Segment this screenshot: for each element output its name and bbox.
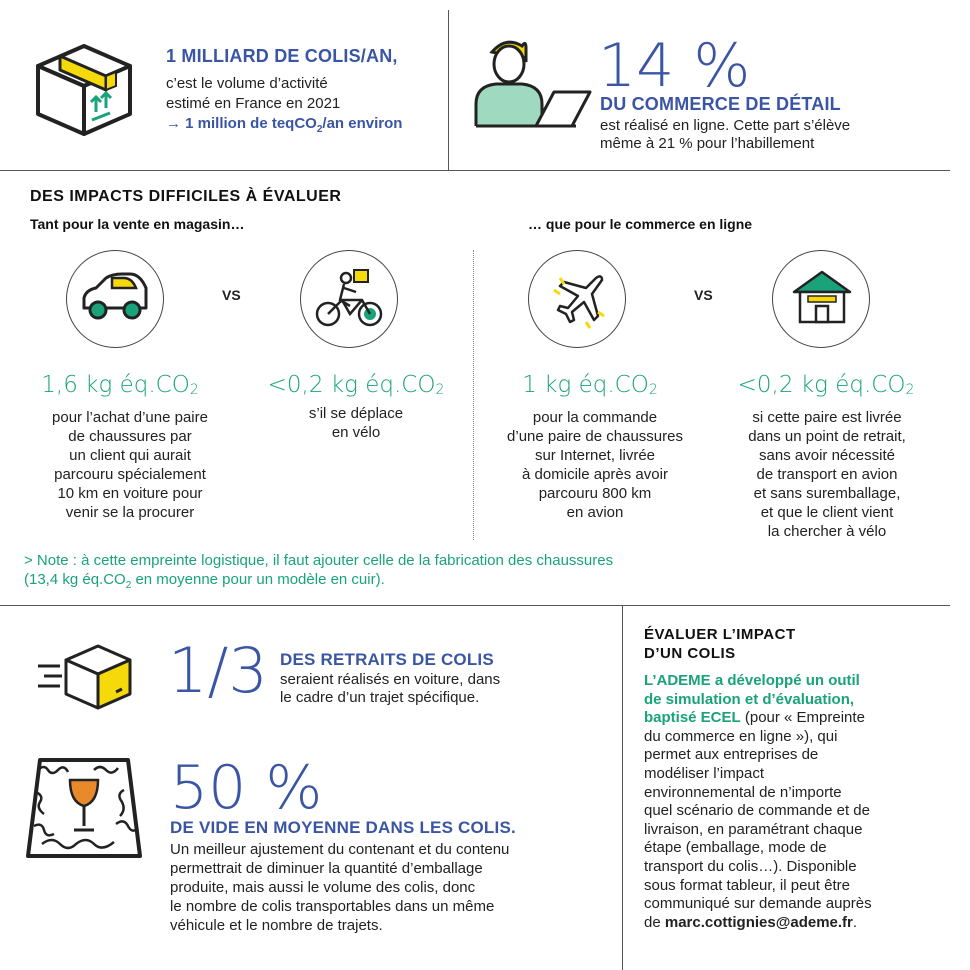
impact-value-car: 1,6 kg $éq.CO_2$ [41, 372, 199, 398]
vs-label-store: VS [222, 287, 241, 303]
impact-value-plane: 1 kg $éq.CO_2$ [522, 372, 658, 398]
evaluer-title-line2: D’UN COLIS [644, 645, 736, 662]
impact-desc-bike: s’il se déplace en vélo [308, 405, 404, 441]
packed-glass-icon [24, 752, 144, 862]
impacts-dotted-divider [473, 250, 474, 540]
store-label: Tant pour la vente en magasin… [30, 216, 245, 232]
vide-big-number: 50 % [170, 753, 323, 823]
note-line1: > Note : à cette empreinte logistique, il faut ajouter celle de la fabrication des chaussures [24, 552, 614, 569]
impact-value-bike: <0,2 kg $éq.CO_2$ [267, 372, 445, 398]
commerce-line2: même à 21 % pour l’habillement [600, 135, 815, 152]
parcel-box-icon [28, 38, 140, 138]
bicycle-icon [314, 266, 386, 330]
bottom-divider-vertical [622, 605, 623, 970]
car-icon [78, 270, 154, 326]
impact-desc-relay: si cette paire est livrée dans un point de retrait, sans avoir nécessité de transport en avion et sans suremballage, et que le client vient la chercher à vélo [748, 409, 906, 540]
vs-label-online: VS [694, 287, 713, 303]
evaluer-title-line1: ÉVALUER L’IMPACT [644, 626, 796, 643]
retraits-big-number: 1/3 [168, 634, 268, 707]
person-laptop-icon [466, 34, 596, 134]
colis-line2: estimé en France en 2021 [166, 95, 341, 112]
top-divider-horizontal [0, 170, 950, 171]
colis-headline: 1 MILLIARD DE COLIS/AN, [166, 46, 398, 66]
fast-parcel-icon [36, 640, 136, 712]
vide-headline: DE VIDE EN MOYENNE DANS LES COLIS. [170, 818, 516, 837]
note-line2: (13,4 kg $éq.CO_2$ en moyenne pour un modèle en cuir). [24, 571, 385, 591]
commerce-headline: DU COMMERCE DE DÉTAIL [600, 94, 841, 114]
top-divider-vertical [448, 10, 449, 170]
retraits-headline: DES RETRAITS DE COLIS [280, 650, 494, 669]
evaluer-body: L’ADEME a développé un outil de simulation et d’évaluation, baptisé ECEL (pour « Empreinte du commerce en ligne »), qui permet aux entreprises de modéliser l’impact environnemental de n’importe quel scénario de commande et de livraison, en paramétrant chaque étape (emballage, mode de transport du colis…). Disponible sous format tableur, il peut être communiqué sur demande auprès de marc.cottignies@ademe.fr. [644, 672, 872, 931]
commerce-line1: est réalisé en ligne. Cette part s’élève [600, 117, 851, 134]
impact-desc-plane: pour la commande d’une paire de chaussures sur Internet, livrée à domicile après avoir parcouru 800 km en avion [507, 409, 683, 521]
airplane-icon [546, 268, 610, 332]
colis-co2-line: → 1 million de teqCO$_2$/an environ [166, 115, 403, 135]
vide-body: Un meilleur ajustement du contenant et du contenu permettrait de diminuer la quantité d’emballage produite, mais aussi le volume des colis, donc le nombre de colis transportables dans un même véhicule et le nombre de trajets. [170, 841, 510, 934]
commerce-big-number: 14 % [598, 31, 751, 101]
retraits-line1: seraient réalisés en voiture, dans [280, 671, 501, 688]
email-link[interactable]: marc.cottignies@ademe.fr [664, 913, 853, 931]
pickup-point-icon [790, 266, 854, 328]
colis-line1: c’est le volume d’activité [166, 75, 328, 92]
impacts-title: DES IMPACTS DIFFICILES À ÉVALUER [30, 188, 342, 205]
impact-desc-car: pour l’achat d’une paire de chaussures par un client qui aurait parcouru spécialement 10 km en voiture pour venir se la procurer [52, 409, 208, 521]
impact-value-relay: <0,2 kg $éq.CO_2$ [737, 372, 915, 398]
online-label: … que pour le commerce en ligne [528, 216, 753, 232]
middle-divider-horizontal [0, 605, 950, 606]
retraits-line2: le cadre d’un trajet spécifique. [280, 689, 480, 706]
